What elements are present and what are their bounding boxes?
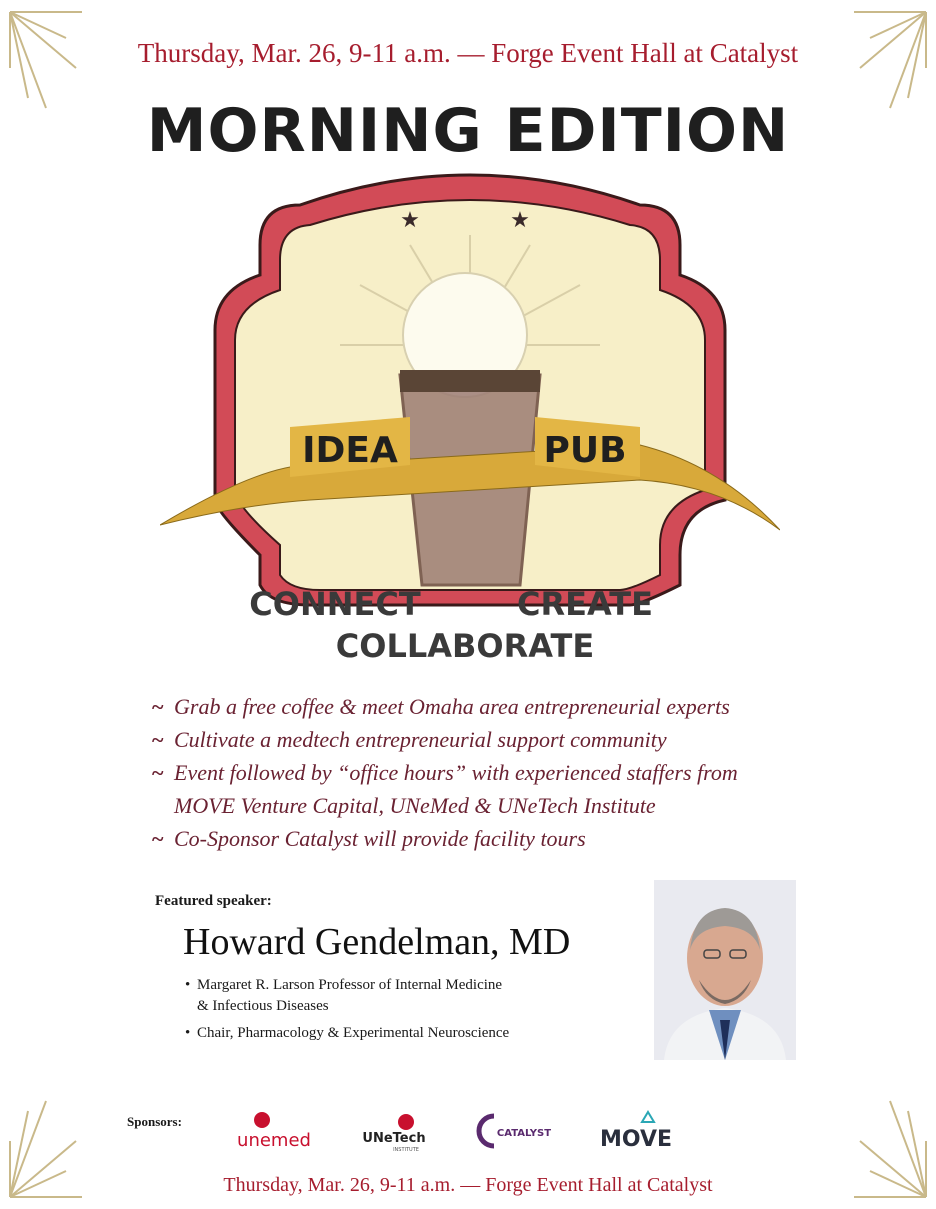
idea-pub-logo <box>160 165 780 665</box>
tagline-connect: CONNECT <box>249 585 421 623</box>
speaker-photo <box>654 880 796 1060</box>
tagline-create: CREATE <box>517 585 653 623</box>
svg-text:unemed: unemed <box>237 1130 311 1151</box>
page-title: MORNING EDITION <box>146 96 790 166</box>
svg-text:★: ★ <box>510 208 530 233</box>
bullet-list <box>152 690 852 855</box>
speaker-credentials <box>185 975 645 1050</box>
sponsors-label: Sponsors: <box>127 1114 182 1129</box>
sponsor-logo-catalyst <box>474 1108 558 1154</box>
svg-text:CATALYST: CATALYST <box>496 1128 552 1139</box>
bullet-marker: ~ <box>152 694 164 719</box>
bullet-item: ~ Grab a free coffee & meet Omaha area entrepreneurial experts <box>152 690 852 723</box>
svg-text:★: ★ <box>400 208 420 233</box>
sponsor-logo-unetech <box>362 1108 426 1154</box>
bullet-item: ~ Event followed by “office hours” with experienced staffers from MOVE Venture Capital, UNeMed & UNeTech Institute <box>152 756 852 822</box>
banner-idea-text: IDEA <box>302 430 398 471</box>
tagline-collaborate: COLLABORATE <box>335 627 595 665</box>
featured-speaker-label: Featured speaker: <box>155 893 272 909</box>
bullet-marker: ~ <box>152 760 164 785</box>
bullet-item: ~ Co-Sponsor Catalyst will provide facility tours <box>152 822 852 855</box>
svg-text:INSTITUTE: INSTITUTE <box>393 1147 419 1153</box>
event-date-line: Thursday, Mar. 26, 9-11 a.m. — Forge Event Hall at Catalyst <box>137 38 799 68</box>
sponsor-logo-move <box>592 1108 680 1154</box>
bullet-item: ~ Cultivate a medtech entrepreneurial support community <box>152 723 852 756</box>
bullet-marker: ~ <box>152 727 164 752</box>
sponsor-logo-unemed <box>232 1108 316 1154</box>
svg-text:MOVE: MOVE <box>599 1127 673 1152</box>
svg-text:UNeTech: UNeTech <box>362 1131 426 1146</box>
credential-item: • Margaret R. Larson Professor of Internal Medicine & Infectious Diseases <box>185 977 503 1014</box>
credential-item: • Chair, Pharmacology & Experimental Neuroscience <box>185 1025 510 1041</box>
bullet-marker: ~ <box>152 826 164 851</box>
banner-pub-text: PUB <box>543 430 627 471</box>
footer-event-line: Thursday, Mar. 26, 9-11 a.m. — Forge Event Hall at Catalyst <box>223 1174 713 1196</box>
speaker-name: Howard Gendelman, MD <box>183 921 571 963</box>
